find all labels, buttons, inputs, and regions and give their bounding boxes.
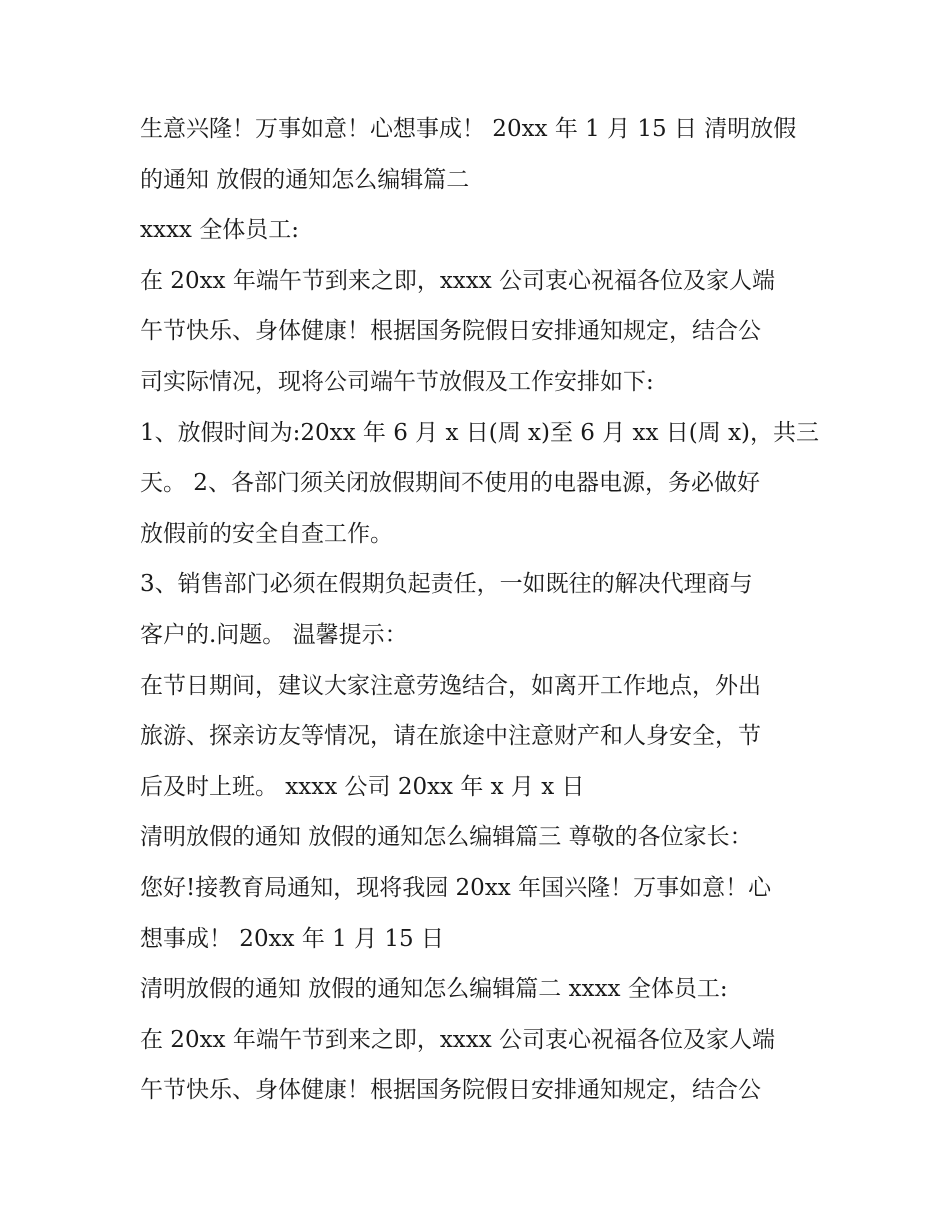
text-line: 放假前的安全自查工作。 [140, 520, 393, 547]
document-body [140, 108, 820, 1120]
text-line: 清明放假的通知 放假的通知怎么编辑篇二 xxxx 全体员工: [140, 976, 728, 1003]
text-line: 司实际情况，现将公司端午节放假及工作安排如下: [140, 368, 654, 395]
text-line: 在节日期间，建议大家注意劳逸结合，如离开工作地点，外出 [140, 672, 761, 699]
text-line: 1、放假时间为:20xx 年 6 月 x 日(周 x)至 6 月 xx 日(周 x)，共三 [140, 419, 820, 446]
text-line: 午节快乐、身体健康！根据国务院假日安排通知规定，结合公 [140, 318, 761, 345]
text-line: 旅游、探亲访友等情况，请在旅途中注意财产和人身安全，节 [140, 723, 761, 750]
text-line: 后及时上班。 xxxx 公司 20xx 年 x 月 x 日 [140, 773, 585, 800]
text-line: 您好!接教育局通知，现将我园 20xx 年国兴隆！万事如意！心 [140, 874, 772, 901]
text-line: 3、销售部门必须在假期负起责任，一如既往的解决代理商与 [140, 571, 753, 598]
text-line: 生意兴隆！万事如意！心想事成！ 20xx 年 1 月 15 日 清明放假 [140, 116, 797, 142]
text-line: 想事成！ 20xx 年 1 月 15 日 [140, 925, 444, 952]
text-line: 在 20xx 年端午节到来之即，xxxx 公司衷心祝福各位及家人端 [140, 267, 776, 294]
text-line: 午节快乐、身体健康！根据国务院假日安排通知规定，结合公 [140, 1077, 761, 1104]
text-line: xxxx 全体员工: [140, 217, 299, 244]
text-line: 天。 2、各部门须关闭放假期间不使用的电器电源，务必做好 [140, 470, 760, 497]
text-line: 清明放假的通知 放假的通知怎么编辑篇三 尊敬的各位家长： [140, 824, 753, 851]
text-line: 的通知 放假的通知怎么编辑篇二 [140, 166, 470, 193]
text-line: 客户的.问题。 温馨提示： [140, 621, 408, 648]
text-line: 在 20xx 年端午节到来之即，xxxx 公司衷心祝福各位及家人端 [140, 1026, 776, 1053]
